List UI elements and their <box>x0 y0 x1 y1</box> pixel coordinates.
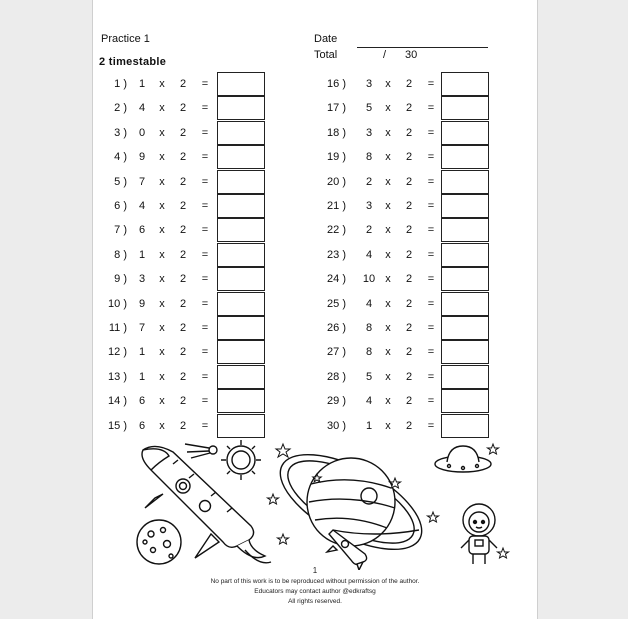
times-sign: x <box>159 346 165 359</box>
times-sign: x <box>385 200 391 212</box>
times-sign: x <box>385 297 391 310</box>
equals-sign: = <box>201 102 209 115</box>
question-number: 8 ) <box>114 248 127 261</box>
times-sign: x <box>159 151 165 164</box>
factor-a: 7 <box>138 175 146 188</box>
times-sign: x <box>159 78 165 90</box>
space-illustration <box>133 438 513 570</box>
question-number: 25 ) <box>327 297 346 310</box>
equals-sign: = <box>427 248 435 261</box>
question-number: 27 ) <box>327 346 346 359</box>
factor-a: 1 <box>138 370 146 383</box>
times-sign: x <box>159 224 165 237</box>
total-label: Total <box>314 49 338 61</box>
question-number: 13 ) <box>108 370 127 383</box>
date-label: Date <box>314 33 338 45</box>
worksheet-page <box>92 0 538 619</box>
factor-b: 2 <box>179 419 187 432</box>
times-sign: x <box>159 102 165 115</box>
factor-b: 2 <box>179 126 187 139</box>
times-sign: x <box>385 322 391 334</box>
equals-sign: = <box>201 297 209 310</box>
page-title: Practice 1 <box>101 33 150 45</box>
question-number: 29 ) <box>327 395 346 408</box>
equals-sign: = <box>427 126 435 139</box>
factor-a: 3 <box>365 126 373 139</box>
factor-b: 2 <box>405 200 413 212</box>
equals-sign: = <box>201 151 209 164</box>
times-sign: x <box>385 395 391 408</box>
equals-sign: = <box>427 102 435 115</box>
factor-a: 9 <box>138 151 146 164</box>
equals-sign: = <box>427 297 435 310</box>
question-number: 30 ) <box>327 419 346 432</box>
equals-sign: = <box>427 395 435 408</box>
question-number: 12 ) <box>108 346 127 359</box>
equals-sign: = <box>427 151 435 164</box>
factor-b: 2 <box>405 346 413 359</box>
equals-sign: = <box>201 224 209 237</box>
factor-a: 8 <box>365 346 373 359</box>
times-sign: x <box>385 346 391 359</box>
equals-sign: = <box>201 322 209 334</box>
times-sign: x <box>385 175 391 188</box>
answer-box[interactable] <box>441 414 489 438</box>
times-sign: x <box>385 126 391 139</box>
factor-b: 2 <box>405 126 413 139</box>
answer-box[interactable] <box>441 96 489 120</box>
factor-a: 0 <box>138 126 146 139</box>
question-number: 23 ) <box>327 248 346 261</box>
factor-b: 2 <box>405 78 413 90</box>
rights-line: All rights reserved. <box>288 598 342 605</box>
times-sign: x <box>385 224 391 237</box>
answer-box[interactable] <box>441 292 489 316</box>
answer-box[interactable] <box>441 267 489 291</box>
factor-b: 2 <box>179 224 187 237</box>
answer-box[interactable] <box>441 389 489 413</box>
equals-sign: = <box>201 346 209 359</box>
total-max: 30 <box>405 49 418 61</box>
answer-box[interactable] <box>441 194 489 218</box>
question-number: 15 ) <box>108 419 127 432</box>
question-row <box>93 72 537 96</box>
question-row <box>93 316 537 340</box>
times-sign: x <box>159 370 165 383</box>
equals-sign: = <box>427 200 435 212</box>
times-sign: x <box>159 419 165 432</box>
equals-sign: = <box>427 224 435 237</box>
factor-a: 6 <box>138 224 146 237</box>
equals-sign: = <box>427 370 435 383</box>
question-row <box>93 365 537 389</box>
equals-sign: = <box>427 419 435 432</box>
question-row <box>93 218 537 242</box>
factor-b: 2 <box>179 248 187 261</box>
question-number: 21 ) <box>327 200 346 212</box>
question-row <box>93 145 537 169</box>
question-row <box>93 121 537 145</box>
factor-a: 6 <box>138 395 146 408</box>
factor-b: 2 <box>179 200 187 212</box>
question-number: 18 ) <box>327 126 346 139</box>
equals-sign: = <box>427 78 435 90</box>
factor-b: 2 <box>405 370 413 383</box>
question-row <box>93 170 537 194</box>
factor-a: 3 <box>138 273 146 286</box>
question-number: 17 ) <box>327 102 346 115</box>
factor-a: 4 <box>365 248 373 261</box>
question-row <box>93 389 537 413</box>
comet-icon <box>185 444 217 458</box>
factor-a: 1 <box>138 346 146 359</box>
factor-b: 2 <box>405 102 413 115</box>
factor-a: 1 <box>138 248 146 261</box>
factor-b: 2 <box>179 346 187 359</box>
page-number: 1 <box>312 566 318 575</box>
equals-sign: = <box>201 78 209 90</box>
equals-sign: = <box>201 126 209 139</box>
question-number: 24 ) <box>327 273 346 286</box>
factor-a: 1 <box>365 419 373 432</box>
ufo-icon <box>435 446 491 472</box>
times-sign: x <box>159 322 165 334</box>
answer-box[interactable] <box>441 340 489 364</box>
equals-sign: = <box>427 322 435 334</box>
question-number: 11 ) <box>108 322 127 334</box>
answer-box[interactable] <box>441 243 489 267</box>
question-number: 9 ) <box>114 273 127 286</box>
factor-b: 2 <box>405 395 413 408</box>
times-sign: x <box>385 151 391 164</box>
factor-b: 2 <box>179 370 187 383</box>
factor-b: 2 <box>405 297 413 310</box>
equals-sign: = <box>201 273 209 286</box>
equals-sign: = <box>201 200 209 212</box>
answer-box[interactable] <box>441 170 489 194</box>
answer-box[interactable] <box>441 365 489 389</box>
factor-a: 5 <box>365 370 373 383</box>
factor-b: 2 <box>405 322 413 334</box>
equals-sign: = <box>201 395 209 408</box>
factor-b: 2 <box>405 419 413 432</box>
factor-b: 2 <box>179 395 187 408</box>
times-sign: x <box>159 248 165 261</box>
question-number: 10 ) <box>108 297 127 310</box>
factor-a: 10 <box>362 273 376 286</box>
factor-b: 2 <box>405 248 413 261</box>
factor-a: 2 <box>365 224 373 237</box>
question-row <box>93 414 537 438</box>
moon-icon <box>137 520 181 564</box>
factor-a: 7 <box>138 322 146 334</box>
factor-a: 8 <box>365 322 373 334</box>
factor-b: 2 <box>405 175 413 188</box>
answer-box[interactable] <box>441 145 489 169</box>
question-number: 28 ) <box>327 370 346 383</box>
factor-b: 2 <box>405 273 413 286</box>
total-slash: / <box>383 49 387 61</box>
question-row <box>93 96 537 120</box>
factor-a: 4 <box>365 395 373 408</box>
equals-sign: = <box>201 175 209 188</box>
question-number: 2 ) <box>114 102 127 115</box>
factor-a: 3 <box>365 200 373 212</box>
times-sign: x <box>385 102 391 115</box>
equals-sign: = <box>427 346 435 359</box>
question-number: 22 ) <box>327 224 346 237</box>
page-subtitle: 2 timestable <box>99 56 167 68</box>
factor-a: 6 <box>138 419 146 432</box>
question-row <box>93 243 537 267</box>
factor-b: 2 <box>405 224 413 237</box>
question-number: 20 ) <box>327 175 346 188</box>
factor-b: 2 <box>179 175 187 188</box>
factor-b: 2 <box>179 78 187 90</box>
equals-sign: = <box>427 273 435 286</box>
times-sign: x <box>159 273 165 286</box>
question-number: 26 ) <box>327 322 346 334</box>
factor-a: 4 <box>365 297 373 310</box>
factor-a: 4 <box>138 200 146 212</box>
factor-a: 3 <box>365 78 373 90</box>
question-number: 1 ) <box>114 78 127 90</box>
answer-box[interactable] <box>441 316 489 340</box>
question-row <box>93 340 537 364</box>
question-number: 14 ) <box>108 395 127 408</box>
factor-a: 8 <box>365 151 373 164</box>
question-row <box>93 292 537 316</box>
factor-a: 1 <box>138 78 146 90</box>
answer-box[interactable] <box>441 72 489 96</box>
equals-sign: = <box>201 419 209 432</box>
factor-b: 2 <box>179 297 187 310</box>
times-sign: x <box>159 126 165 139</box>
times-sign: x <box>385 248 391 261</box>
question-number: 19 ) <box>327 151 346 164</box>
factor-a: 2 <box>365 175 373 188</box>
factor-a: 4 <box>138 102 146 115</box>
question-row <box>93 194 537 218</box>
question-number: 5 ) <box>114 175 127 188</box>
factor-b: 2 <box>179 273 187 286</box>
contact-line: Educators may contact author @edkraftsg <box>254 588 376 595</box>
factor-b: 2 <box>405 151 413 164</box>
factor-a: 5 <box>365 102 373 115</box>
factor-b: 2 <box>179 151 187 164</box>
date-field-line[interactable] <box>357 47 488 48</box>
factor-b: 2 <box>179 102 187 115</box>
times-sign: x <box>159 297 165 310</box>
times-sign: x <box>385 419 391 432</box>
times-sign: x <box>159 200 165 212</box>
question-number: 16 ) <box>327 78 346 90</box>
question-row <box>93 267 537 291</box>
times-sign: x <box>385 273 391 286</box>
equals-sign: = <box>427 175 435 188</box>
sun-icon <box>221 440 261 480</box>
question-number: 3 ) <box>114 126 127 139</box>
question-number: 6 ) <box>114 200 127 212</box>
copyright-line: No part of this work is to be reproduced without permission of the author. <box>210 578 420 585</box>
answer-box[interactable] <box>441 121 489 145</box>
times-sign: x <box>159 175 165 188</box>
astronaut-icon <box>461 504 497 564</box>
factor-a: 9 <box>138 297 146 310</box>
answer-box[interactable] <box>441 218 489 242</box>
equals-sign: = <box>201 370 209 383</box>
times-sign: x <box>159 395 165 408</box>
times-sign: x <box>385 78 391 90</box>
equals-sign: = <box>201 248 209 261</box>
question-number: 7 ) <box>114 224 127 237</box>
question-number: 4 ) <box>114 151 127 164</box>
factor-b: 2 <box>179 322 187 334</box>
times-sign: x <box>385 370 391 383</box>
